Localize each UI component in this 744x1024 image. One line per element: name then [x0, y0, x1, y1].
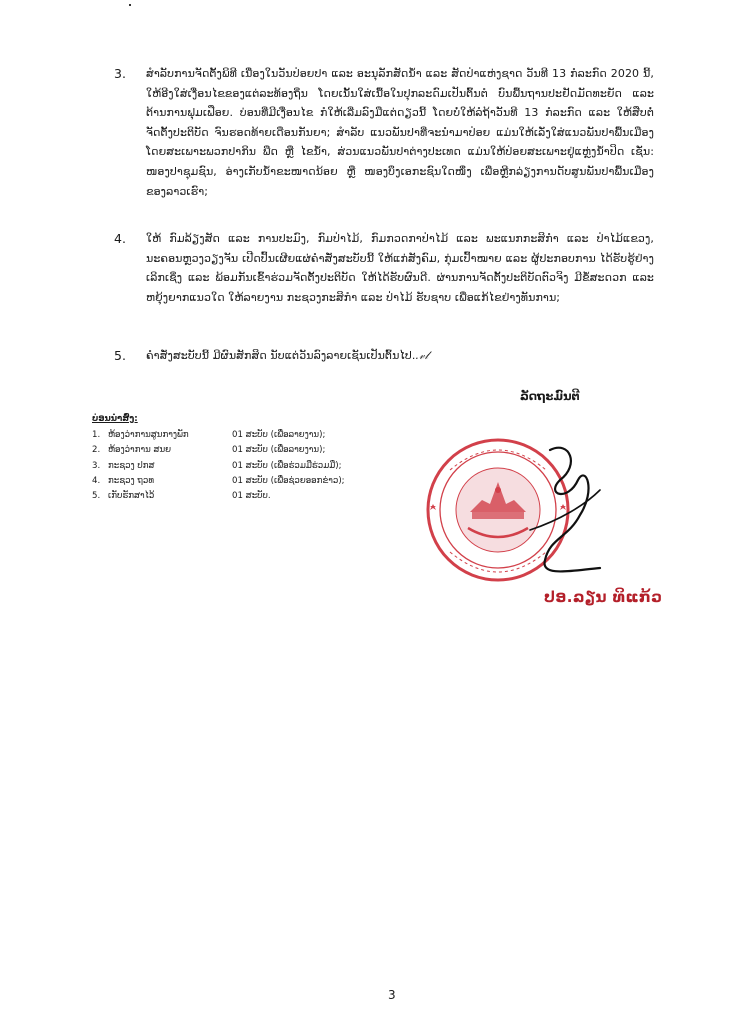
item-number: 5.: [114, 348, 126, 363]
distribution-row: 5. ເກັບຮັກສາໄວ້ 01 ສະບັບ.: [92, 491, 271, 502]
initial-mark: .𝓋𝓁: [415, 349, 429, 362]
distribution-heading: ບ່ອນນໍາສົ່ງ:: [92, 414, 138, 424]
item-number: 4.: [114, 231, 126, 246]
signer-name: ປອ.ລຽນ ທິແກ້ວ: [544, 588, 663, 606]
distribution-row: 4. ກະຊວງ ຖວທ 01 ສະບັບ (ເພື່ອຊ່ວຍອອກຂ່າວ);: [92, 475, 345, 486]
item-text: ສໍາລັບການຈັດຕັ້ງພິທີ ເນື່ອງໃນວັນປ່ອຍປາ ແລະ ອະນຸລັກສັດນໍ້າ ແລະ ສັດປ່າແຫ່ງຊາດ ວັນທີ 13 ກໍລະກົດ 2020 ນີ້, ໃຫ້ອີງໃສ່ເງື່ອນໄຂຂອງແຕ່ລະທ້ອງຖິ່ນ ໂດຍເນັ້ນໃສ່ເນື້ອໃນປຸກລະດົມເປັນຕົ້ນຕໍ ບົນພື້ນຖານປະຢັດມັດທະຍັດ ແລະ ຕ້ານການຟຸມເຟືອຍ. ບ່ອນທີ່ມີເງື່ອນໄຂ ກໍໃຫ້ເລີ່ມລົງມືແຕ່ດຽວນີ້ ໂດຍບໍ່ໃຫ້ລໍຖ້າວັນທີ 13 ກໍລະກົດ ແລະ ໃຫ້ສືບຕໍ່ຈັດຕັ້ງປະຕິບັດ ຈົນຮອດທ້າຍເດືອນກັນຍາ; ສໍາລັບ ແນວພັນປາທີ່ຈະນໍາມາປ່ອຍ ແມ່ນໃຫ້ເລັ່ງໃສ່ແນວພັນປາພື້ນເມືອງ ໂດຍສະເພາະພວກປາກິນ ພືດ ຫຼື ໄຂນໍ້າ, ສ່ວນແນວພັນປາຕ່າງປະເທດ ແມ່ນໃຫ້ປ່ອຍສະເພາະຢູ່ແຫຼ່ງນໍ້າປິດ ເຊັ່ນ: ໜອງປາຊຸມຊົນ, ອ່າງເກັບນໍ້າຂະໜາດນ້ອຍ ຫຼື ໜອງບຶງເອກະຊົນໃດໜຶ່ງ ເພື່ອຫຼີກລ່ຽງການດັບສູນພັນປາພື້ນເມືອງ ຂອງລາວເຮົາ;: [146, 67, 654, 198]
item-text: ໃຫ້ ກົມລ້ຽງສັດ ແລະ ການປະມົງ, ກົມປ່າໄມ້, ກົມກວດກາປ່າໄມ້ ແລະ ພະແນກກະສິກໍາ ແລະ ປ່າໄມ້ແຂວງ, ນະຄອນຫຼວງວຽງຈັນ ເປີດປົ້ນເຜີຍແຜ່ຄໍາສັ່ງສະບັບນີ້ ໃຫ້ແກ່ສັງຄົມ, ກຸ່ມເປົ້າໝາຍ ແລະ ຜູ້ປະກອບການ ໄດ້ຮັບຮູ້ຢ່າງເລິກເຊິ່ງ ແລະ ພ້ອມກັນເຂົ້າຮ່ວມຈັດຕັ້ງປະຕິບັດ ໃຫ້ໄດ້ຮັບຜົນດີ. ຜ່ານການຈັດຕັ້ງປະຕິບັດຕົວຈິງ ມີຂໍ້ສະດວກ ແລະ ຫຍຸ້ງຍາກແນວໃດ ໃຫ້ລາຍງານ ກະຊວງກະສິກໍາ ແລະ ປ່າໄມ້ ຮັບຊາບ ເພື່ອແກ້ໄຂຢ່າງທັນການ;: [146, 232, 654, 304]
distribution-row: 2. ຫ້ອງວ່າການ ສນຍ 01 ສະບັບ (ເພື່ອລາຍງານ);: [92, 445, 326, 456]
page-number: 3: [388, 988, 396, 1002]
item-number: 3.: [114, 66, 126, 81]
distribution-list: [92, 412, 345, 504]
scan-dot: [129, 4, 131, 6]
minister-title: ລັດຖະມົນຕີ: [520, 389, 580, 403]
distribution-row: 1. ຫ້ອງວ່າການສູນກາງພັກ 01 ສະບັບ (ເພື່ອລາຍງານ);: [92, 430, 326, 441]
item-text: ຄໍາສັ່ງສະບັບນີ້ ມີຜົນສັກສິດ ນັບແຕ່ວັນລົງລາຍເຊັນເປັນຕົ້ນໄປ..𝓋𝓁: [146, 349, 429, 362]
distribution-row: 3. ກະຊວງ ປກສ 01 ສະບັບ (ເພື່ອຮ່ວມມືຮ່ວມມື);: [92, 460, 342, 471]
